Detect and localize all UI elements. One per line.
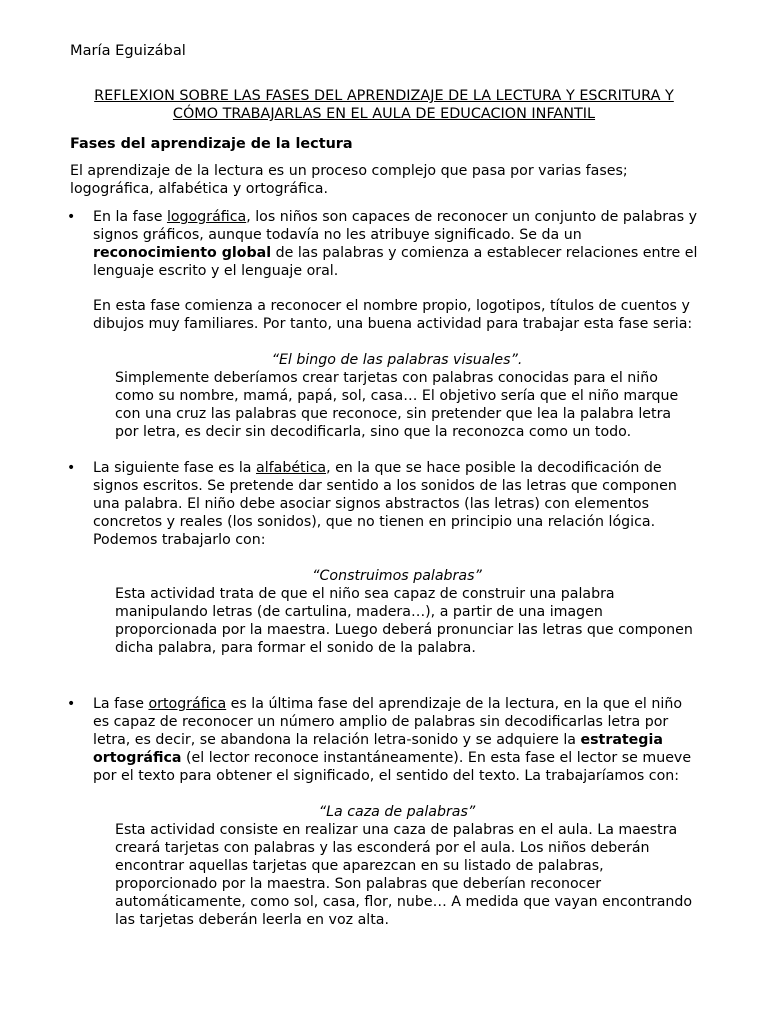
bold-term: estrategia	[580, 732, 663, 748]
text-line: Podemos trabajarlo con:	[93, 532, 266, 548]
text-line: lenguaje escrito y el lenguaje oral.	[93, 263, 339, 279]
text-line: con una cruz las palabras que reconoce, sin pretender que lea la palabra letra	[115, 406, 672, 422]
text-line: En la fase logográfica, los niños son capaces de reconocer un conjunto de palabras y	[93, 209, 698, 225]
text-line: Esta actividad consiste en realizar una caza de palabras en el aula. La maestra	[115, 822, 678, 838]
author-name: María Eguizábal	[70, 42, 186, 59]
text-line: signos gráficos, aunque todavía no les atribuye significado. Se da un	[93, 227, 582, 243]
text-line: encontrar aquellas tarjetas que aparezcan en su listado de palabras,	[115, 858, 604, 874]
document-title	[60, 87, 708, 123]
text-line: La fase ortográfica es la última fase del aprendizaje de la lectura, en la que el niño	[93, 696, 682, 712]
text-line: concretos y reales (los sonidos), que no tienen en principio una relación lógica.	[93, 514, 656, 530]
text-line: las tarjetas deberán leerla en voz alta.	[115, 912, 389, 928]
text-line: proporcionada por la maestra. Luego deberá pronunciar las letras que componen	[115, 622, 693, 638]
phase-logografica-paragraph-2	[93, 297, 713, 333]
phase-logografica-paragraph	[93, 208, 713, 280]
title-line: CÓMO TRABAJARLAS EN EL AULA DE EDUCACION INFANTIL	[172, 106, 596, 122]
activity-description	[115, 369, 715, 441]
phase-alfabetica-paragraph	[93, 459, 713, 549]
bold-term: reconocimiento global	[93, 245, 272, 261]
text-line: dibujos muy familiares. Por tanto, una buena actividad para trabajar esta fase seria:	[93, 316, 693, 332]
activity-title: “La caza de palabras”	[318, 804, 476, 820]
text-line: El aprendizaje de la lectura es un proceso complejo que pasa por varias fases;	[70, 163, 628, 179]
text-line: letra, es decir, se abandona la relación letra-sonido y se adquiere la estrategia	[93, 732, 663, 748]
text-line: En esta fase comienza a reconocer el nombre propio, logotipos, títulos de cuentos y	[93, 298, 690, 314]
text-line: ortográfica (el lector reconoce instantáneamente). En esta fase el lector se mueve	[93, 750, 692, 766]
text-line: creará tarjetas con palabras y las esconderá por el aula. Los niños deberán	[115, 840, 650, 856]
activity-description	[115, 821, 715, 929]
text-line: logográfica, alfabética y ortográfica.	[70, 181, 328, 197]
text-line: por el texto para obtener el significado, el sentido del texto. La trabajaríamos con:	[93, 768, 680, 784]
section-heading: Fases del aprendizaje de la lectura	[70, 136, 353, 152]
text-line: es capaz de reconocer un número amplio de palabras sin decodificarlas letra por	[93, 714, 669, 730]
phase-term: logográfica	[166, 209, 247, 225]
text-line: una palabra. El niño debe asociar signos abstractos (las letras) con elementos	[93, 496, 649, 512]
text-line: automáticamente, como sol, casa, flor, nube… A medida que vayan encontrando	[115, 894, 693, 910]
intro-paragraph	[70, 162, 710, 198]
text-line: como su nombre, mamá, papá, sol, casa… El objetivo sería que el niño marque	[115, 388, 679, 404]
activity-title: “Construimos palabras”	[312, 568, 482, 584]
text-line: manipulando letras (de cartulina, madera…), a partir de una imagen	[115, 604, 603, 620]
phase-term: ortográfica	[148, 696, 227, 712]
activity-title: “El bingo de las palabras visuales”.	[271, 352, 523, 368]
phase-ortografica-paragraph	[93, 695, 713, 785]
bullet-point: •	[67, 460, 76, 476]
text-line: reconocimiento global de las palabras y comienza a establecer relaciones entre el	[93, 245, 698, 261]
phase-term: alfabética	[256, 460, 327, 476]
bullet-point: •	[67, 696, 76, 712]
text-line: dicha palabra, para formar el sonido de la palabra.	[115, 640, 476, 656]
title-line: REFLEXION SOBRE LAS FASES DEL APRENDIZAJE DE LA LECTURA Y ESCRITURA Y	[94, 88, 674, 104]
bullet-point: •	[67, 209, 76, 225]
text-line: signos escritos. Se pretende dar sentido a los sonidos de las letras que componen	[93, 478, 677, 494]
bold-term: ortográfica	[93, 750, 182, 766]
activity-description	[115, 585, 715, 657]
text-line: proporcionado por la maestra. Son palabras que deberían reconocer	[115, 876, 602, 892]
text-line: por letra, es decir sin decodificarla, sino que la reconozca como un todo.	[115, 424, 632, 440]
text-line: La siguiente fase es la alfabética, en la que se hace posible la decodificación de	[93, 460, 662, 476]
text-line: Esta actividad trata de que el niño sea capaz de construir una palabra	[115, 586, 615, 602]
text-line: Simplemente deberíamos crear tarjetas con palabras conocidas para el niño	[115, 370, 658, 386]
